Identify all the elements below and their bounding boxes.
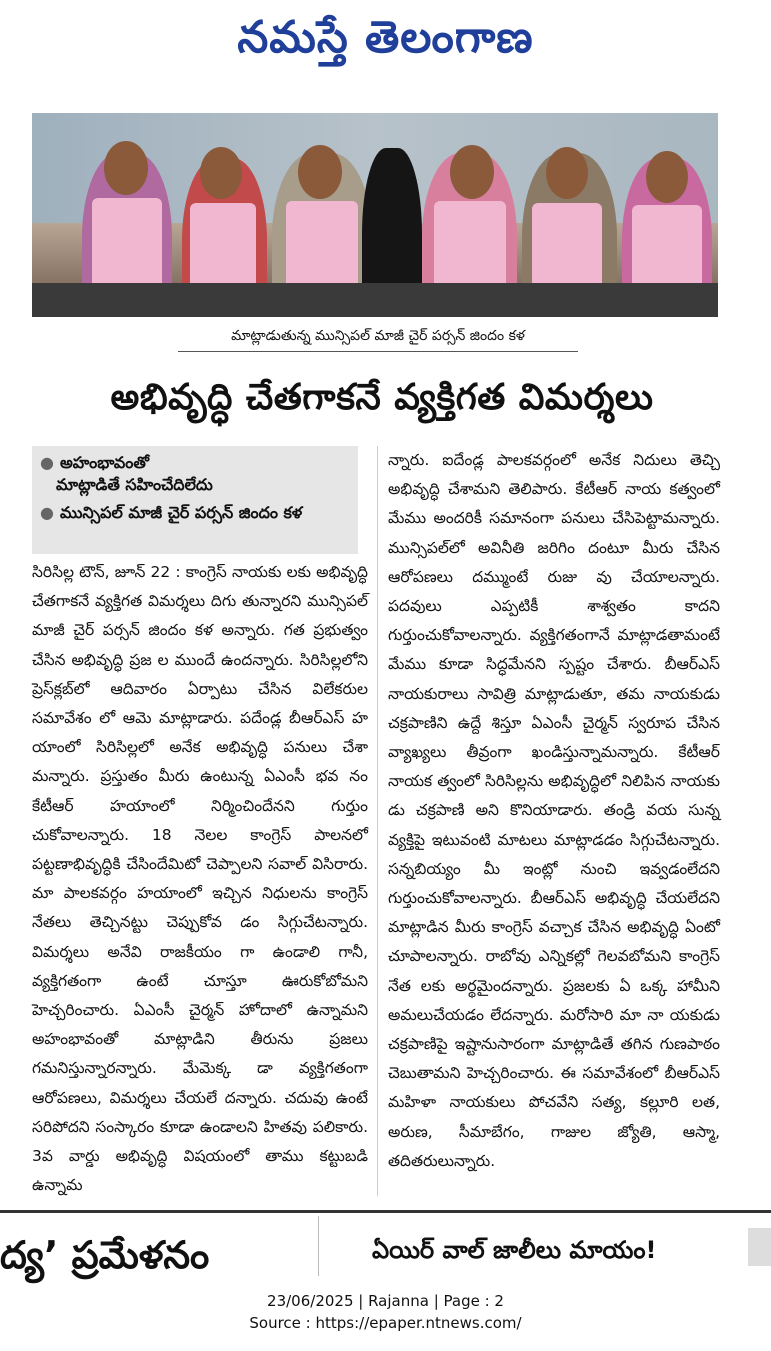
- masthead: [0, 8, 771, 78]
- column-divider: [318, 1216, 319, 1276]
- photo-caption: మాట్లాడుతున్న మున్సిపల్ మాజీ చైర్ పర్సన్ జిందం కళ: [178, 323, 578, 352]
- bullet-icon: ●: [40, 453, 54, 472]
- footer-date-page: 23/06/2025 | Rajanna | Page : 2: [267, 1292, 504, 1310]
- photo-table: [32, 283, 718, 317]
- highlight-item: ● అహంభావంతో: [40, 453, 149, 472]
- photo-face: [546, 147, 588, 199]
- body-paragraph: న్నారు. ఐదేండ్ల పాలకవర్గంలో అనేక నిదులు తెచ్చి అభివృద్ధి చేశామని తెలిపారు. కేటీఆర్ నాయ కత్వంలో మేము అందరికీ సమానంగా పనులు చేసిపెట్టామన్నారు. మున్సిపల్‌లో అవినీతి జరిగిం దంటూ మీరు చేసిన ఆరోపణలు దమ్ముంటే రుజు వు చేయాలన్నారు. పదవులు ఎప్పటికీ శాశ్వతం కాదని గుర్తుంచుకోవాలన్నారు. వ్యక్తిగతంగానే మాట్లాడతామంటే మేము కూడా సిద్ధమేనని స్పష్టం చేశారు. బీఆర్‌ఎస్ నాయకురాలు సావిత్రి మాట్లాడుతూ, తమ నాయకుడు చక్రపాణిని ఉద్దే శిస్తూ ఏఎంసీ చైర్మన్ స్వరూప చేసిన వ్యాఖ్యలు తీవ్రంగా ఖండిస్తున్నామన్నారు. కేటీఆర్ నాయక త్వంలో సిరిసిల్లను అభివృద్ధిలో నిలిపిన నాయకు డు చక్రపాణి అని కొనియాడారు. తండ్రి వయ సున్న వ్యక్తిపై ఇటువంటి మాటలు మాట్లాడడం సిగ్గుచేటన్నారు. సన్నబియ్యం మీ ఇంట్లో నుంచి ఇవ్వడంలేదని గుర్తుంచుకోవాలన్నారు. బీఆర్‌ఎస్ అభివృద్ధి చేయలేదని మాట్లాడిన మీరు కాంగ్రెస్ వచ్చాక చేసిన అభివృద్ధి ఏంటో చూపాలన్నారు. రాబోవు ఎన్నికల్లో గెలవబోమని కాంగ్రెస్ నేత లకు అర్థమైందన్నారు. ప్రజలకు ఏ ఒక్క హామీని అమలుచేయడం లేదన్నారు. మరోసారి మా నా యకుడు చక్రపాణిపై ఇష్టానుసారంగా మాట్లాడితే తగిన గుణపాఠం చెబుతామని హెచ్చరించారు. ఈ సమావేశంలో బీఆర్‌ఎస్ మహిళా నాయకులు పోచవేని సత్య, కల్లూరి లత, అరుణ, సీమాబేగం, గాజుల జ్యోతి, ఆస్మా, తదితరులున్నారు.: [388, 451, 720, 1170]
- photo-face: [646, 151, 688, 203]
- photo-face: [298, 145, 342, 199]
- body-paragraph: సిరిసిల్ల టౌన్, జూన్ 22 : కాంగ్రెస్ నాయకు లకు అభివృద్ధి చేతగాకనే వ్యక్తిగత విమర్శలు దిగు తున్నారని మున్సిపల్ మాజీ చైర్ పర్సన్ జిందం కళ అన్నారు. గత ప్రభుత్వం చేసిన అభివృద్ధి ప్రజ ల ముందే ఉందన్నారు. సిరిసిల్లలోని ప్రెస్‌క్లబ్‌లో ఆదివారం ఏర్పాటు చేసిన విలేకరుల సమావేశం లో ఆమె మాట్లాడారు. పదేండ్ల బీఆర్‌ఎస్ హ యాంలో సిరిసిల్లలో అనేక అభివృద్ధి పనులు చేశా మన్నారు. ప్రస్తుతం మీరు ఉంటున్న ఏఎంసీ భవ నం కేటీఆర్ హయాంలో నిర్మించిందేనని గుర్తుం చుకోవాలన్నారు. 18 నెలల కాంగ్రెస్ పాలనలో పట్టణాభివృద్ధికి చేసిందేమిటో చెప్పాలని సవాల్ విసిరారు. మా పాలకవర్గం హయాంలో ఇచ్చిన నిధులను కాంగ్రెస్ నేతలు తెచ్చినట్టు చెప్పుకోవ డం సిగ్గుచేటన్నారు. విమర్శలు అనేవి రాజకీయం గా ఉండాలి గానీ, వ్యక్తిగతంగా ఉంటే చూస్తూ ఊరుకోబోమని హెచ్చరించారు. ఏఎంసీ చైర్మన్ హోదాలో ఉన్నామని అహంభావంతో మాట్లాడిని తీరును ప్రజలు గమనిస్తున్నారన్నారు. మేమెక్క డా వ్యక్తిగతంగా ఆరోపణలు, విమర్శలు చేయలే దన్నారు. చదువు ఉంటే సరిపోదని సంస్కారం కూడా ఉండాలని హితవు పలికారు. 3వ వార్డు అభివృద్ధి విషయంలో తాము కట్టుబడి ఉన్నామ: [32, 563, 368, 1195]
- edge-bar: [748, 1228, 771, 1266]
- highlight-item-continued: మాట్లాడితే సహించేదిలేదు: [56, 475, 213, 494]
- footer-source[interactable]: Source : https://epaper.ntnews.com/: [249, 1314, 522, 1332]
- photo-face: [104, 141, 148, 195]
- next-article-headline: ఏయిర్ వాల్ జాలీలు మాయం!: [372, 1236, 657, 1264]
- newspaper-title: నమస్తే తెలంగాణ: [237, 12, 534, 63]
- next-article-fragment: ద్య’ ప్రమేళనం: [0, 1233, 210, 1277]
- highlights-box: [32, 446, 358, 554]
- article-headline: అభివృద్ధి చేతగాకనే వ్యక్తిగత విమర్శలు: [110, 377, 654, 418]
- photo-face: [200, 147, 242, 199]
- column-divider: [377, 446, 378, 1196]
- article-body-right: [388, 446, 720, 1176]
- news-photo: [32, 113, 718, 317]
- article-body-left: [32, 558, 368, 1200]
- section-rule: [0, 1210, 771, 1213]
- bullet-icon: ●: [40, 503, 54, 522]
- highlight-item: ● మున్సిపల్ మాజీ చైర్ పర్సన్ జిందం కళ: [40, 503, 303, 522]
- source-footer: [0, 1290, 771, 1334]
- photo-face: [450, 145, 494, 199]
